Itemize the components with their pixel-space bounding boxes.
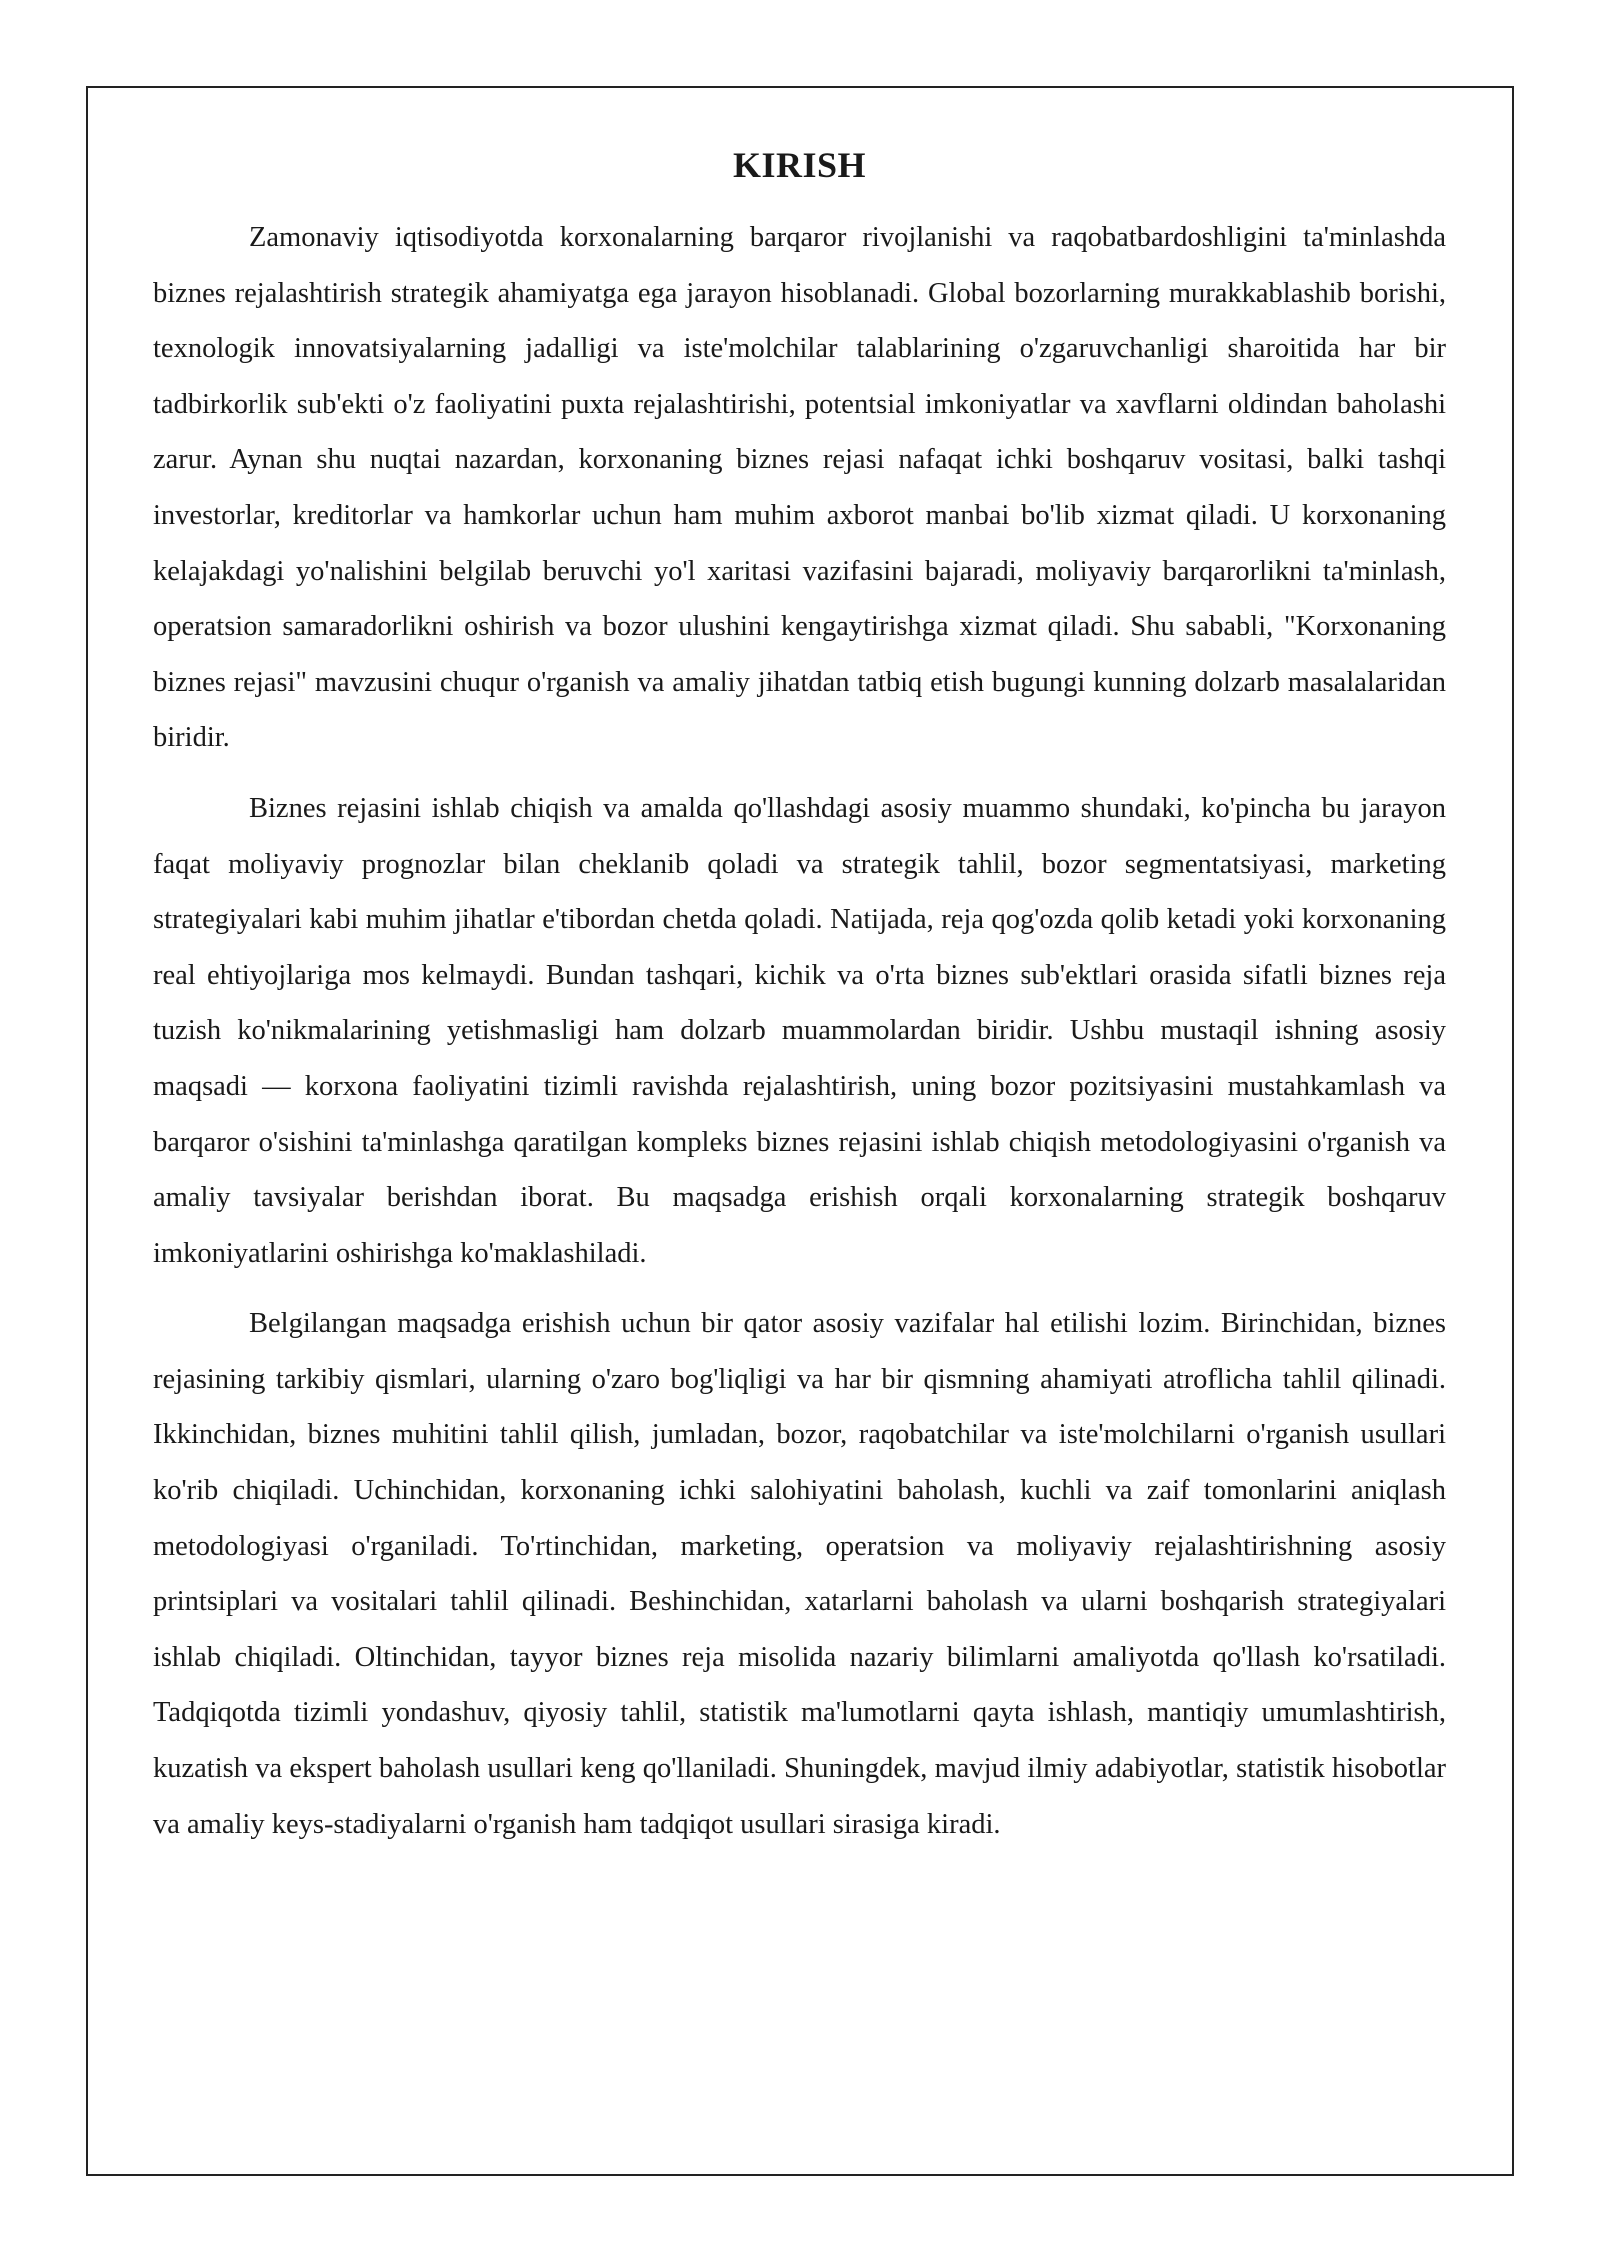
document-body: [153, 140, 1446, 1867]
paragraph-2: Biznes rejasini ishlab chiqish va amalda qo'llashdagi asosiy muammo shundaki, ko'pincha bu jarayon faqat moliyaviy prognozlar bilan cheklanib qoladi va strategik tahlil, bozor segmentatsiyasi, marketing strategiyalari kabi muhim jihatlar e'tibordan chetda qoladi. Natijada, reja qog'ozda qolib ketadi yoki korxonaning real ehtiyojlariga mos kelmaydi. Bundan tashqari, kichik va o'rta biznes sub'ektlari orasida sifatli biznes reja tuzish ko'nikmalarining yetishmasligi ham dolzarb muammolardan biridir. Ushbu mustaqil ishning asosiy maqsadi — korxona faoliyatini tizimli ravishda rejalashtirish, uning bozor pozitsiyasini mustahkamlash va barqaror o'sishini ta'minlashga qaratilgan kompleks biznes rejasini ishlab chiqish metodologiyasini o'rganish va amaliy tavsiyalar berishdan iborat. Bu maqsadga erishish orqali korxonalarning strategik boshqaruv imkoniyatlarini oshirishga ko'maklashiladi.: [153, 792, 1446, 1269]
paragraph-3: Belgilangan maqsadga erishish uchun bir qator asosiy vazifalar hal etilishi lozim. Birinchidan, biznes rejasining tarkibiy qismlari, ularning o'zaro bog'liqligi va har bir qismning ahamiyati atroflicha tahlil qilinadi. Ikkinchidan, biznes muhitini tahlil qilish, jumladan, bozor, raqobatchilar va iste'molchilarni o'rganish usullari ko'rib chiqiladi. Uchinchidan, korxonaning ichki salohiyatini baholash, kuchli va zaif tomonlarini aniqlash metodologiyasi o'rganiladi. To'rtinchidan, marketing, operatsion va moliyaviy rejalashtirishning asosiy printsiplari va vositalari tahlil qilinadi. Beshinchidan, xatarlarni baholash va ularni boshqarish strategiyalari ishlab chiqiladi. Oltinchidan, tayyor biznes reja misolida nazariy bilimlarni amaliyotda qo'llash ko'rsatiladi. Tadqiqotda tizimli yondashuv, qiyosiy tahlil, statistik ma'lumotlarni qayta ishlash, mantiqiy umumlashtirish, kuzatish va ekspert baholash usullari keng qo'llaniladi. Shuningdek, mavjud ilmiy adabiyotlar, statistik hisobotlar va amaliy keys-stadiyalarni o'rganish ham tadqiqot usullari sirasiga kiradi.: [153, 1308, 1446, 1840]
page-title: KIRISH: [732, 145, 867, 185]
paragraph-1: Zamonaviy iqtisodiyotda korxonalarning barqaror rivojlanishi va raqobatbardoshligini ta'minlashda biznes rejalashtirish strategik ahamiyatga ega jarayon hisoblanadi. Global bozorlarning murakkablashib borishi, texnologik innovatsiyalarning jadalligi va iste'molchilar talablarining o'zgaruvchanligi sharoitida har bir tadbirkorlik sub'ekti o'z faoliyatini puxta rejalashtirishi, potentsial imkoniyatlar va xavflarni oldindan baholashi zarur. Aynan shu nuqtai nazardan, korxonaning biznes rejasi nafaqat ichki boshqaruv vositasi, balki tashqi investorlar, kreditorlar va hamkorlar uchun ham muhim axborot manbai bo'lib xizmat qiladi. U korxonaning kelajakdagi yo'nalishini belgilab beruvchi yo'l xaritasi vazifasini bajaradi, moliyaviy barqarorlikni ta'minlash, operatsion samaradorlikni oshirish va bozor ulushini kengaytirishga xizmat qiladi. Shu sababli, "Korxonaning biznes rejasi" mavzusini chuqur o'rganish va amaliy jihatdan tatbiq etish bugungi kunning dolzarb masalalaridan biridir.: [153, 222, 1446, 754]
